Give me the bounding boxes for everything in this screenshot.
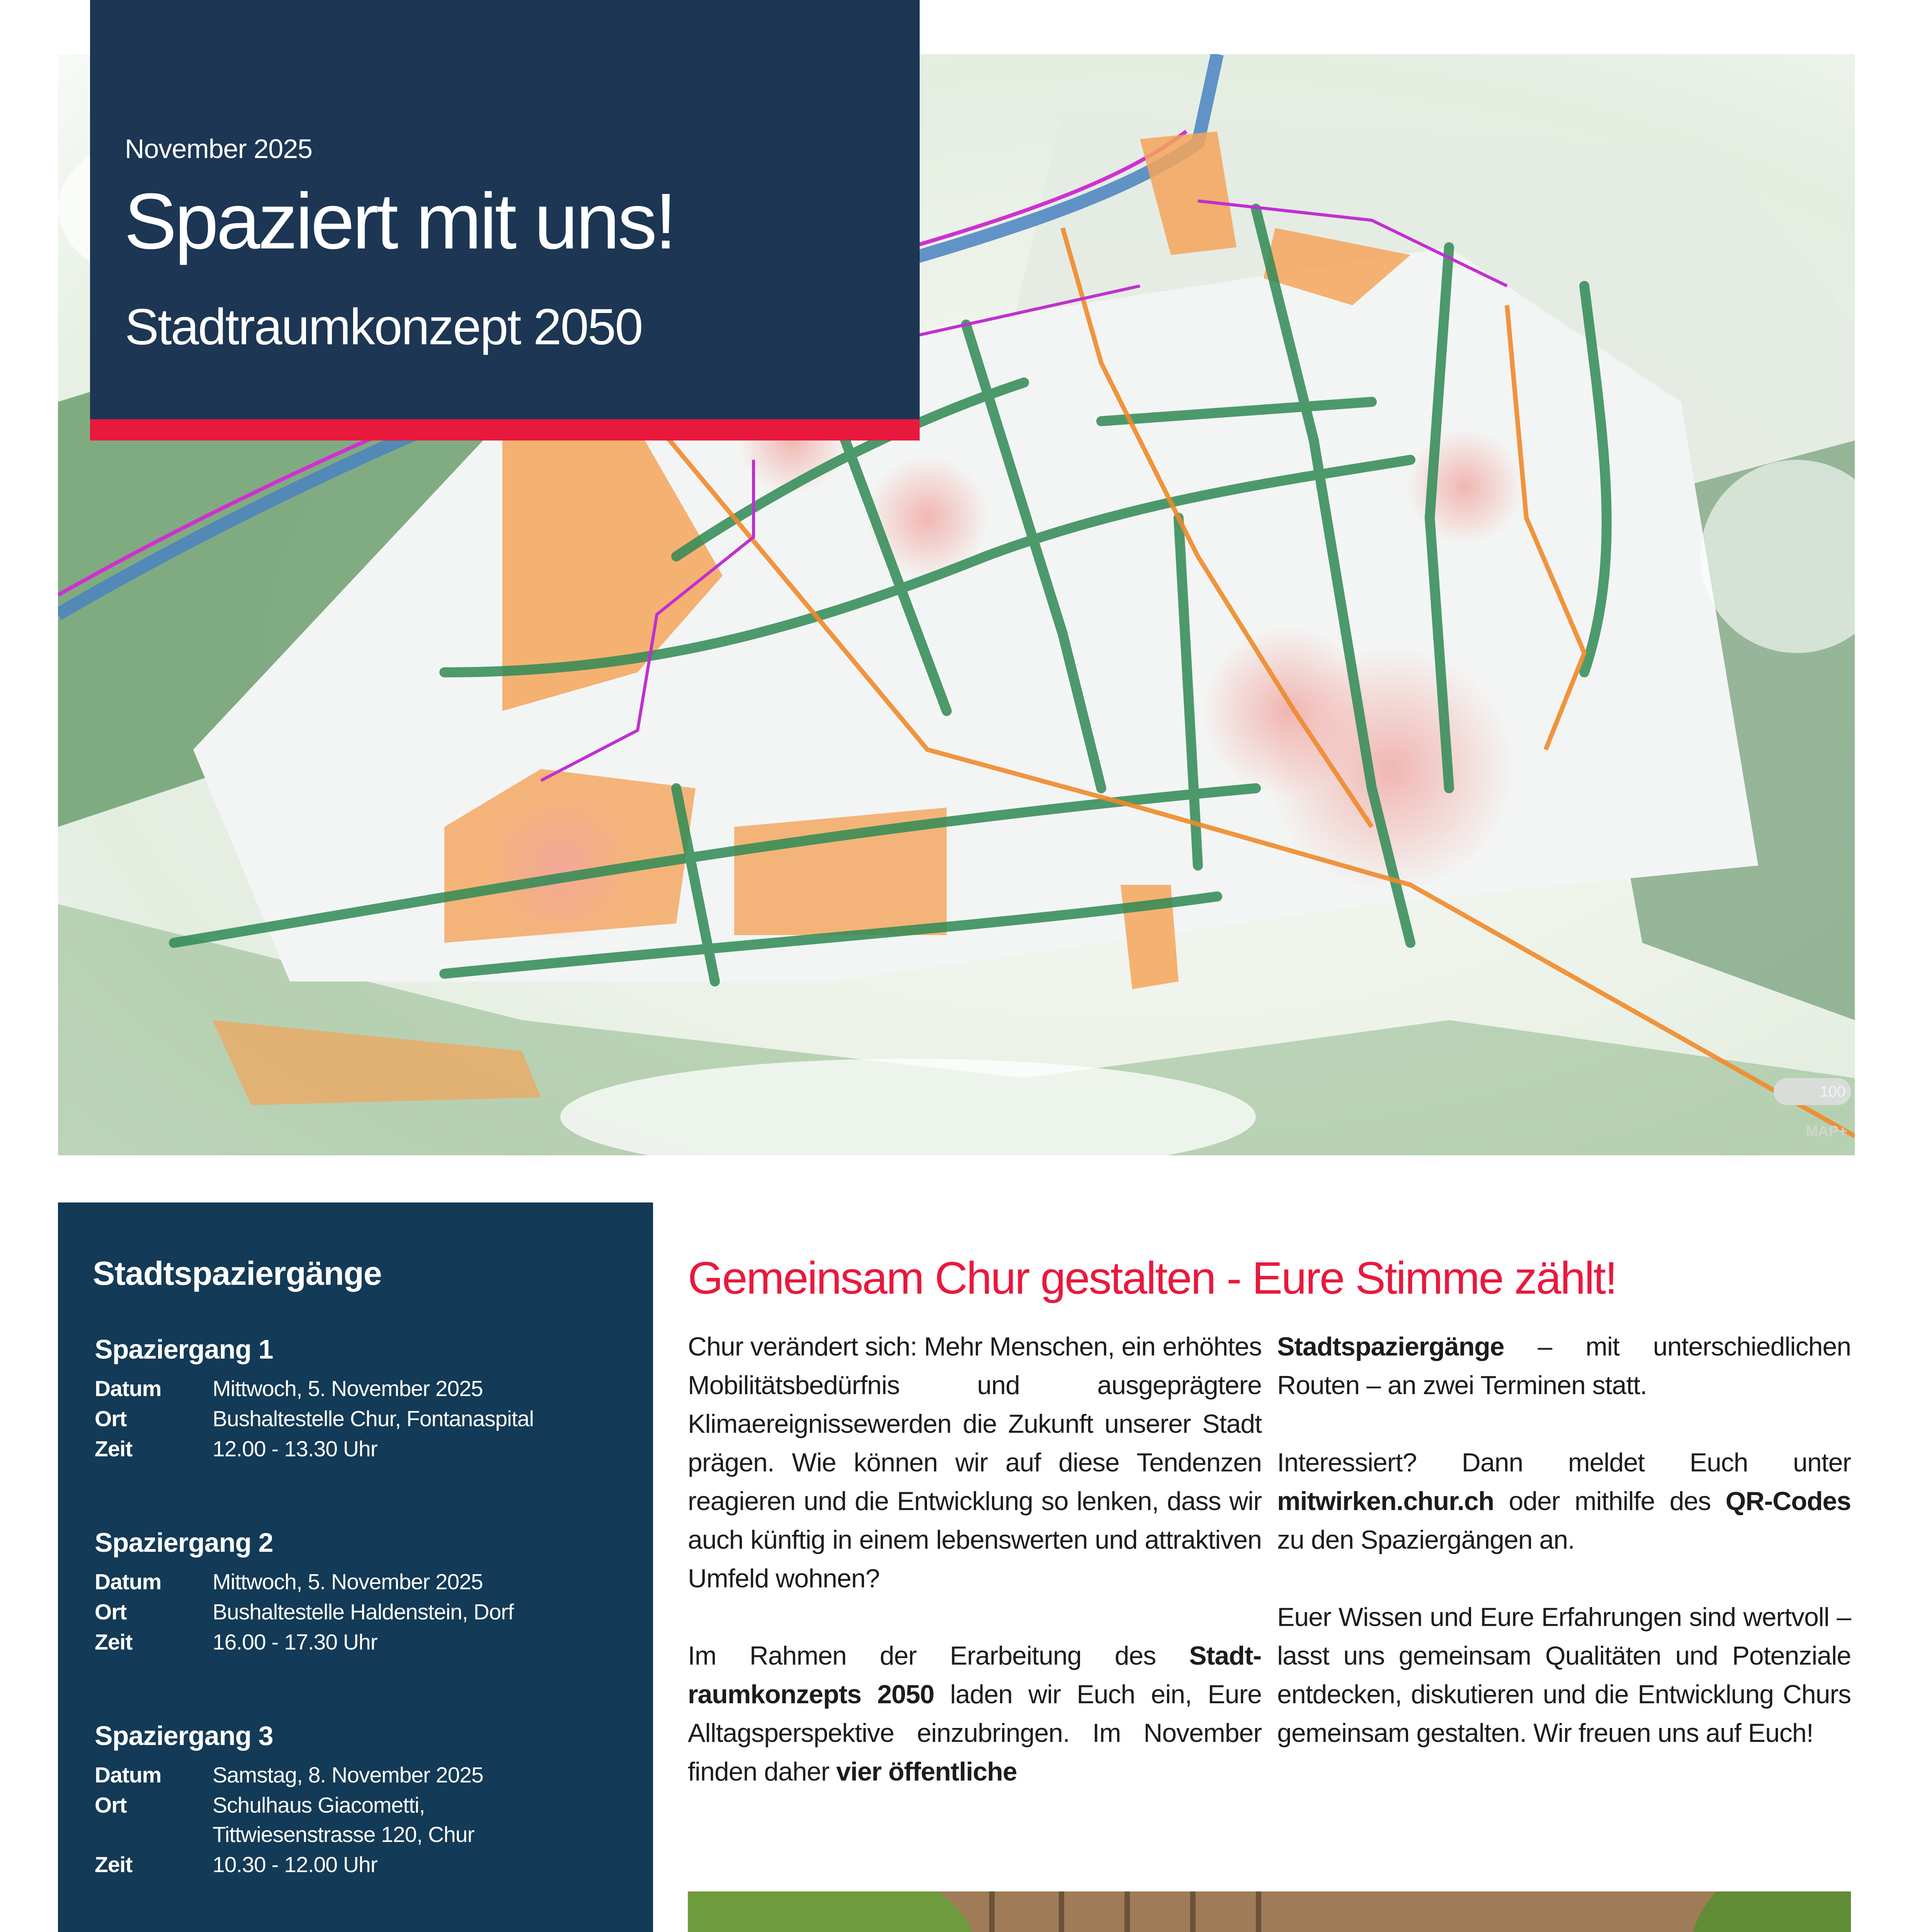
date-label: Datum: [95, 1763, 162, 1787]
walk-date: Mittwoch, 5. November 2025: [213, 1570, 483, 1594]
walk-date: Samstag, 8. November 2025: [213, 1763, 483, 1787]
place-label: Ort: [95, 1406, 127, 1431]
walk-1: [95, 1334, 636, 1464]
walk-title: Spaziergang 2: [95, 1527, 273, 1558]
walk-time-row: [95, 1434, 636, 1464]
text-run: laden wir Euch ein, Eure Alltagsperspektive einzubringen. Im November finden daher: [688, 1680, 1262, 1786]
body-paragraph: Euer Wissen und Eure Erfahrungen sind wertvoll – lasst uns gemeinsam Qualitäten und Potenziale entdecken, diskutieren und die Entwicklung Churs gemeinsam gestalten. Wir freuen uns auf Euch!: [1277, 1602, 1851, 1748]
text-run: oder mithilfe des: [1494, 1486, 1726, 1516]
walk-place-row: [95, 1791, 636, 1849]
body-paragraph: [688, 1636, 1262, 1791]
text-run: Interessiert? Dann meldet Euch unter: [1277, 1448, 1851, 1477]
time-label: Zeit: [95, 1852, 133, 1877]
walks-heading: Stadtspaziergänge: [93, 1255, 382, 1292]
map-scale-bar: [1774, 1078, 1851, 1105]
place-label: Ort: [95, 1600, 127, 1624]
title-accent-strip: [90, 419, 920, 440]
walks-info-panel: [58, 1202, 653, 1932]
walk-title: Spaziergang 1: [95, 1334, 273, 1364]
body-column-1: [688, 1327, 1262, 1830]
page-subtitle: Stadtraumkonzept 2050: [125, 298, 642, 355]
walk-time-row: [95, 1850, 636, 1879]
map-credit: MAP+: [1806, 1123, 1847, 1139]
body-paragraph: [1277, 1443, 1851, 1559]
walk-2: [95, 1527, 636, 1657]
body-paragraph: Chur verändert sich: Mehr Menschen, ein erhöhtes Mobilitätsbedürfnis und ausgeprägtere Klimaereignissewerden die Zukunft unserer Stadt prägen. Wie können wir auf diese Tendenzen reagieren und die Entwicklung so lenken, dass wir auch künftig in einem lebenswerten und attraktiven Umfeld wohnen?: [688, 1332, 1262, 1593]
main-headline: Gemeinsam Chur gestalten - Eure Stimme zählt!: [688, 1253, 1616, 1304]
date-label: Datum: [95, 1570, 162, 1594]
issue-date: November 2025: [125, 134, 313, 164]
walk-time: 12.00 - 13.30 Uhr: [213, 1437, 378, 1461]
text-run-bold: vier öffentliche: [836, 1757, 1017, 1786]
group-walk-photo: [688, 1891, 1851, 1932]
body-paragraph: [1277, 1327, 1851, 1405]
walk-place: [213, 1791, 636, 1849]
text-run: zu den Spaziergängen an.: [1277, 1525, 1575, 1554]
walk-title: Spaziergang 3: [95, 1721, 273, 1751]
date-label: Datum: [95, 1376, 162, 1401]
walk-date: Mittwoch, 5. November 2025: [213, 1376, 483, 1401]
walk-date-row: [95, 1567, 636, 1597]
page-title: Spaziert mit uns!: [124, 177, 675, 265]
time-label: Zeit: [95, 1437, 133, 1461]
text-run-bold: Stadtraumkonzepts 2050: [688, 1641, 1262, 1709]
walk-time-row: [95, 1628, 636, 1657]
map-scale-label: 100: [1820, 1083, 1846, 1100]
title-box: [90, 0, 920, 419]
walk-place-line: Schulhaus Giacometti,: [213, 1793, 425, 1818]
walk-place-row: [95, 1597, 636, 1627]
walk-time: 10.30 - 12.00 Uhr: [213, 1852, 378, 1877]
text-run: – mit unterschiedlichen Routen – an zwei Terminen statt.: [1277, 1332, 1851, 1400]
walk-3: [95, 1720, 636, 1879]
place-label: Ort: [95, 1793, 127, 1818]
walk-place: Bushaltestelle Haldenstein, Dorf: [213, 1600, 514, 1624]
time-label: Zeit: [95, 1630, 133, 1655]
walk-place-line: Tittwiesenstrasse 120, Chur: [213, 1822, 475, 1847]
walk-date-row: [95, 1374, 636, 1403]
text-run: Im Rahmen der Erarbeitung des: [688, 1641, 1189, 1670]
website-link[interactable]: mitwirken.chur.ch: [1277, 1486, 1494, 1516]
body-column-2: [1277, 1327, 1851, 1791]
text-run-bold: QR-Codes: [1725, 1486, 1851, 1516]
walk-place: Bushaltestelle Chur, Fontanaspital: [213, 1406, 534, 1431]
walk-place-row: [95, 1404, 636, 1434]
photo-graphic: [688, 1891, 1851, 1932]
text-run-bold: Stadtspaziergänge: [1277, 1332, 1504, 1361]
walk-date-row: [95, 1760, 636, 1790]
walk-time: 16.00 - 17.30 Uhr: [213, 1630, 378, 1655]
